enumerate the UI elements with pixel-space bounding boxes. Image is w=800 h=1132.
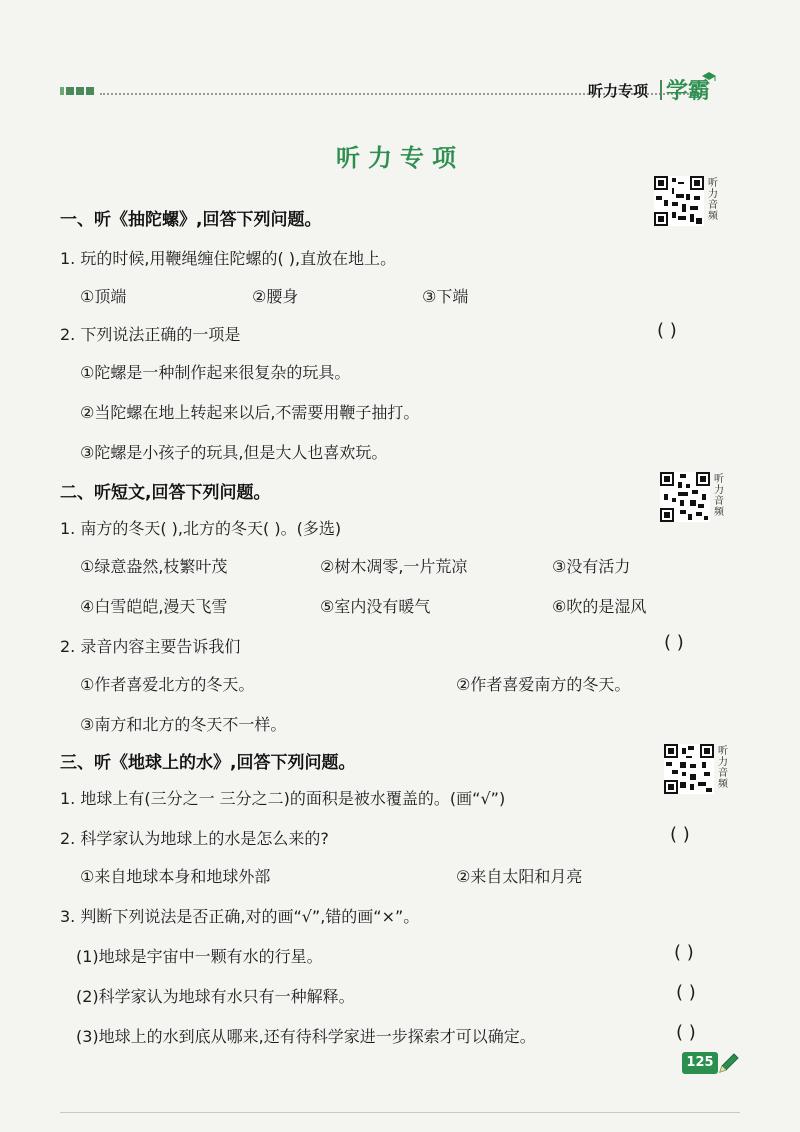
qr-label: 听力音频 [718,746,728,790]
option[interactable]: ②树木凋零,一片荒凉 [320,557,468,576]
question-text: 1. 玩的时候,用鞭绳缠住陀螺的( ),直放在地上。 [60,249,397,268]
option[interactable]: ②腰身 [252,287,299,306]
question-text: 2. 科学家认为地球上的水是怎么来的? [60,829,329,848]
option[interactable]: ②作者喜爱南方的冬天。 [456,675,631,694]
option[interactable]: ⑤室内没有暖气 [320,597,431,616]
header-decoration [60,86,94,96]
page-number: 125 [682,1052,718,1074]
pencil-icon [716,1050,742,1076]
statement: (2)科学家认为地球有水只有一种解释。 [76,987,355,1006]
qr-code-icon[interactable] [664,744,714,794]
answer-blank[interactable]: ( ) [670,824,690,845]
statement: (1)地球是宇宙中一颗有水的行星。 [76,947,323,966]
option[interactable]: ①作者喜爱北方的冬天。 [80,675,255,694]
option[interactable]: ②当陀螺在地上转起来以后,不需要用鞭子抽打。 [80,403,420,422]
option[interactable]: ①顶端 [80,287,127,306]
answer-blank[interactable]: ( ) [676,982,696,1003]
answer-blank[interactable]: ( ) [657,320,677,341]
header-title: 听力专项 [588,82,649,100]
answer-blank[interactable]: ( ) [674,942,694,963]
option[interactable]: ①绿意盎然,枝繁叶茂 [80,557,228,576]
brand-logo: 学霸 [666,79,711,104]
graduation-cap-icon [702,72,716,82]
section-heading: 二、听短文,回答下列问题。 [60,483,271,503]
qr-code-icon[interactable] [660,472,710,522]
answer-blank[interactable]: ( ) [676,1022,696,1043]
page-title: 听力专项 [336,144,464,172]
option[interactable]: ⑥吹的是湿风 [552,597,647,616]
header-separator [660,80,662,100]
footer-rule [60,1112,740,1113]
option[interactable]: ④白雪皑皑,漫天飞雪 [80,597,228,616]
question-text: 1. 地球上有(三分之一 三分之二)的面积是被水覆盖的。(画“√”) [60,789,506,808]
option[interactable]: ②来自太阳和月亮 [456,867,583,886]
option[interactable]: ③陀螺是小孩子的玩具,但是大人也喜欢玩。 [80,443,388,462]
option[interactable]: ③没有活力 [552,557,631,576]
option[interactable]: ③下端 [422,287,469,306]
question-text: 3. 判断下列说法是否正确,对的画“√”,错的画“×”。 [60,907,420,926]
question-text: 2. 录音内容主要告诉我们 [60,637,241,656]
option[interactable]: ①来自地球本身和地球外部 [80,867,271,886]
option[interactable]: ③南方和北方的冬天不一样。 [80,715,287,734]
statement: (3)地球上的水到底从哪来,还有待科学家进一步探索才可以确定。 [76,1027,536,1046]
option[interactable]: ①陀螺是一种制作起来很复杂的玩具。 [80,363,351,382]
question-text: 1. 南方的冬天( ),北方的冬天( )。(多选) [60,519,342,538]
section-heading: 三、听《地球上的水》,回答下列问题。 [60,753,356,773]
qr-code-icon[interactable] [654,176,704,226]
qr-label: 听力音频 [714,474,724,518]
section-heading: 一、听《抽陀螺》,回答下列问题。 [60,210,322,230]
qr-label: 听力音频 [708,178,718,222]
question-text: 2. 下列说法正确的一项是 [60,325,241,344]
answer-blank[interactable]: ( ) [664,632,684,653]
